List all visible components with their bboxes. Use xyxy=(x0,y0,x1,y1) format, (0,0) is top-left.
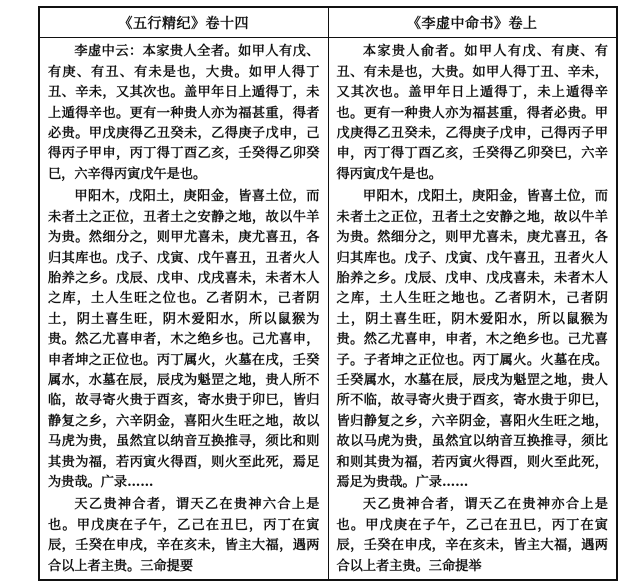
left-column-body xyxy=(40,38,328,579)
right-column xyxy=(329,8,617,579)
right-paragraph-2: 甲阳木，戊阳土，庚阳金，皆喜土位，而未者土之正位，丑者土之安静之地，故以牛羊为贵。然细分之，则甲尤喜未，庚尤喜丑，各归其库也。戊子、戊寅、戊午喜丑，丑者火人胎养之乡。戊辰、戊申、戊戌喜未，未者木人之库，土人生旺之地也。乙者阴木，己者阴土，阴土喜生旺，阴木爱阳水，所以鼠猴为贵。然乙尤喜申，申者，木之绝乡也。己尤喜子。子者坤之正位也。丙丁属火。火墓在戌。壬癸属水，水墓在辰，辰戌为魁罡之地，贵人所不临，故寻寄火贵于酉亥，寄水贵于卯巳，皆归静复之乡，六辛阴金，喜阳火生旺之地，故以马虎为贵，虽然宜以纳音互换推寻，须比和则其贵为福，若丙寅火得酉，则火至此死，焉足为贵哉。广录…… xyxy=(336,189,608,490)
right-paragraph-1: 本家贵人俞者。如甲人有戊、有庚、有丑、有未是也，大贵。如甲人得丁丑、辛未，又其次也。盖甲年日上遁得丁，未上遁得辛也。更有一种贵人亦为福甚重，得者必贵。甲戊庚得乙丑癸未，乙得庚子戊申，己得丙子甲申，丙丁得丁酉乙亥，壬癸得乙卯癸巳，六辛得丙寅戊午是也。 xyxy=(336,44,608,182)
left-paragraph-3: 天乙贵神合者，谓天乙在贵神六合上是也。甲戊庚在子午，乙己在丑巳，丙丁在寅辰，壬癸在申戌，辛在亥未，皆主大福，遇两合以上者主贵。三命提要 xyxy=(48,497,320,574)
left-paragraph-2: 甲阳木，戊阳土，庚阳金，皆喜土位，而未者土之正位，丑者土之安静之地，故以牛羊为贵。然细分之，则甲尤喜未，庚尤喜丑，各归其库也。戊子、戊寅、戊午喜丑，丑者火人胎养之乡。戊辰、戊申、戊戌喜未，未者木人之库，土人生旺之位也。乙者阴木，己者阴土，阴土喜生旺，阴木爱阳水，所以鼠猴为贵。然乙尤喜申者，木之绝乡也。己尤喜申，申者坤之正位也。丙丁属火，火墓在戌，壬癸属水，水墓在辰，辰戌为魁罡之地，贵人所不临，故寻寄火贵于酉亥，寄水贵于卯巳，皆归静复之乡，六辛阴金，喜阳火生旺之地，故以马虎为贵，虽然宜以纳音互换推寻，须比和则其贵为福，若丙寅火得酉，则火至此死，焉足为贵哉。广录…… xyxy=(48,189,320,490)
right-column-body xyxy=(329,38,617,579)
left-column-header: 《五行精纪》卷十四 xyxy=(40,8,328,38)
right-paragraph-3: 天乙贵神合者，谓天乙在贵神亦合上是也。甲戊庚在子午，乙己在丑巳，丙丁在寅辰，壬癸在申戌，辛在亥未，皆主大福，遇两合以上者主贵。三命提举 xyxy=(336,497,608,574)
left-paragraph-1: 李虚中云：本家贵人全者。如甲人有戊、有庚、有丑、有未是也，大贵。如甲人得丁丑、辛未，又其次也。盖甲年日上遁得丁，未上遁得辛也。更有一种贵人亦为福甚重，得者必贵。甲戊庚得乙丑癸未，乙得庚子戊申，己得丙子甲申，丙丁得丁酉乙亥，壬癸得乙卯癸巳，六辛得丙寅戊午是也。 xyxy=(48,44,320,182)
left-column xyxy=(40,8,329,579)
right-column-header: 《李虚中命书》卷上 xyxy=(329,8,617,38)
comparison-table xyxy=(38,6,618,581)
